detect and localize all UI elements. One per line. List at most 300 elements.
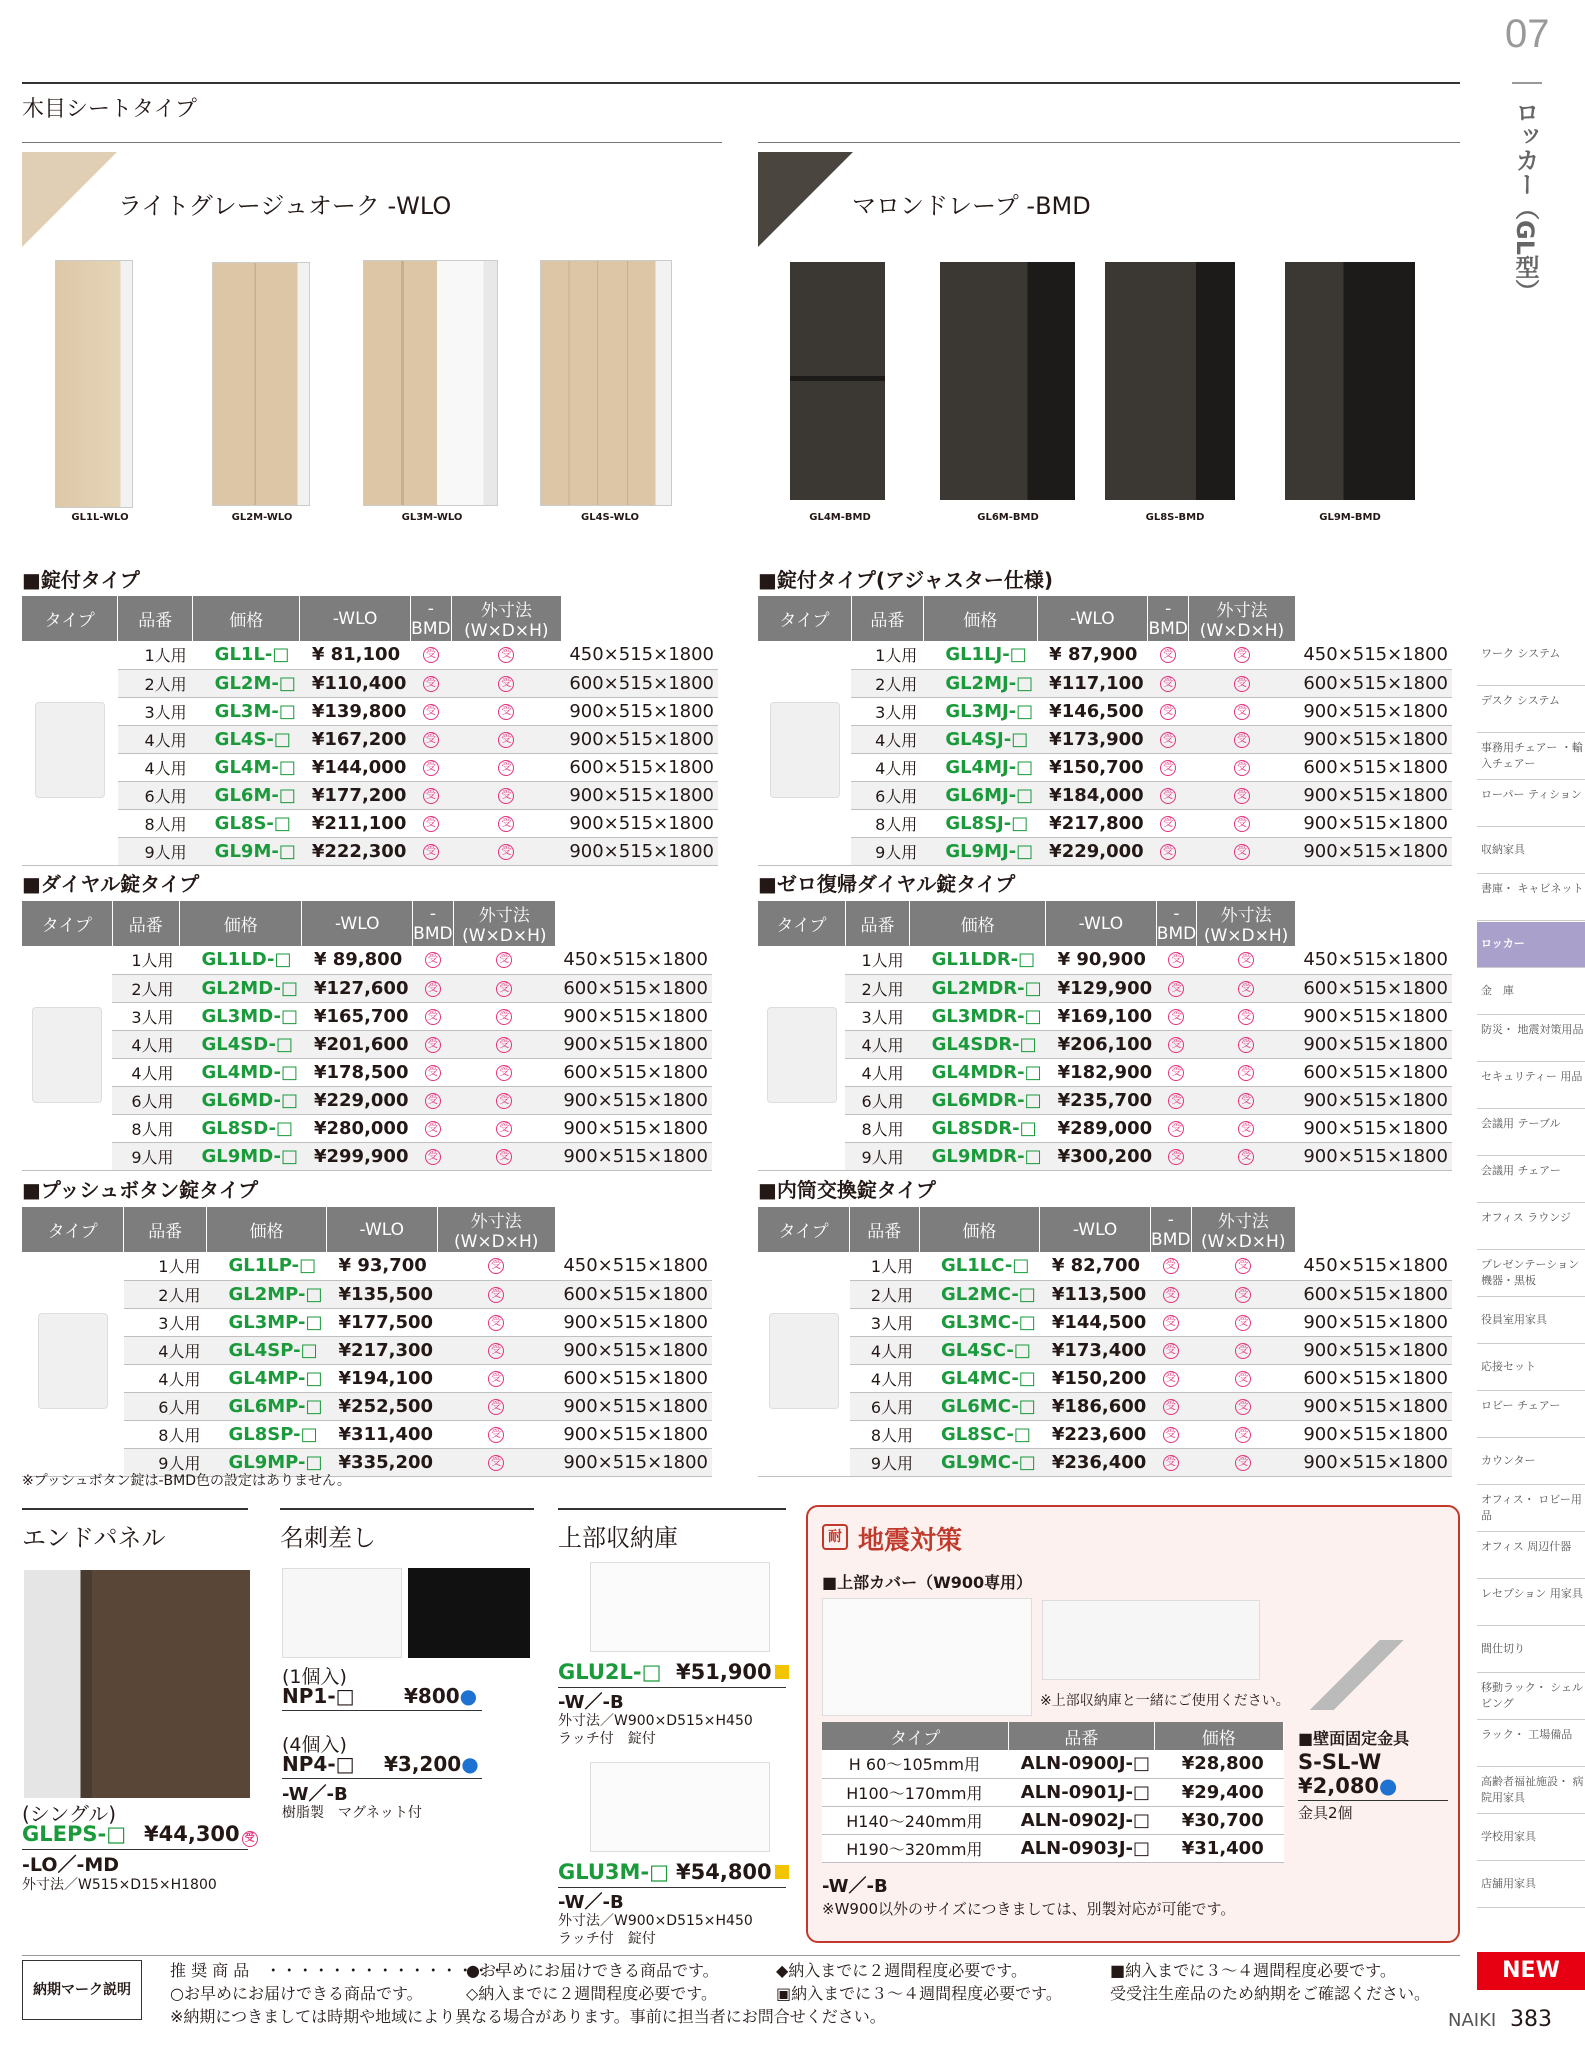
size-cell: 900×515×1800 [1295,781,1452,809]
sidebar-item[interactable] [1477,922,1585,968]
made-to-order-icon: 受 [1168,952,1184,968]
sidebar-item[interactable] [1477,640,1585,686]
made-to-order-icon: 受 [1168,1009,1184,1025]
sidebar-item[interactable] [1477,1157,1585,1203]
price-cell: ¥335,200 [327,1448,438,1476]
legend-line-2a: ○お早めにお届けできる商品です。 [170,1984,423,2003]
locker-gl1l [55,260,133,508]
wlo-mark-cell [1150,1448,1191,1476]
table-row [758,1086,1452,1114]
bmd-mark-cell [1189,781,1296,809]
made-to-order-icon: 受 [423,816,439,832]
product-code-cell: GL6MP-□ [206,1392,326,1420]
bmd-mark-cell [1191,1392,1295,1420]
table-row [22,1114,712,1142]
legend-line-1d: ■納入までに３～４週間程度必要です。 [1110,1961,1396,1980]
made-to-order-icon: 受 [1234,816,1250,832]
bmd-mark-cell [451,669,561,697]
bmd-mark-cell [453,1142,555,1170]
table-row [22,753,718,781]
made-to-order-icon: 受 [1168,1065,1184,1081]
model-label: GL3M-WLO [401,512,463,523]
chapter-number: 07 [1505,12,1550,56]
price-cell: ¥235,700 [1046,1086,1157,1114]
size-cell: 900×515×1800 [1295,1420,1452,1448]
table-row [758,1336,1452,1364]
table-row [22,1030,712,1058]
type-cell: 1人用 [124,1252,207,1280]
bmd-mark-cell [1189,641,1296,669]
type-cell: 4人用 [124,1364,207,1392]
made-to-order-icon: 受 [1160,816,1176,832]
table-title-key-lock-adjuster: ■錠付タイプ(アジャスター仕様) [758,568,1053,592]
table-header: 外寸法 (W×D×H) [453,901,555,946]
lock-image [758,946,845,1170]
table-header: タイプ [758,1207,850,1252]
product-code-cell: GL3MC-□ [919,1308,1040,1336]
price-cell: ¥186,600 [1040,1392,1151,1420]
product-code-cell: GL3MD-□ [180,1002,302,1030]
type-cell: 8人用 [850,1420,919,1448]
table-row [22,1280,712,1308]
type-cell: 8人用 [845,1114,909,1142]
cover-image-2 [1042,1600,1260,1680]
price-cell: ¥165,700 [302,1002,413,1030]
price-cell: ¥201,600 [302,1030,413,1058]
sidebar-item[interactable] [1477,687,1585,733]
product-code-cell: GL2M-□ [193,669,300,697]
sidebar-item-label: 会議用 チェアー [1481,1164,1561,1177]
made-to-order-icon: 受 [1235,1287,1251,1303]
upper-storage-3door-image [590,1762,770,1852]
price-cell: ¥217,800 [1037,809,1148,837]
card-holder-black-image [408,1568,530,1658]
wlo-mark-cell [1148,725,1189,753]
sidebar-item[interactable] [1477,875,1585,921]
upper-storage-title: 上部収納庫 [558,1524,678,1552]
table-row [22,974,712,1002]
price-cell: ¥177,200 [300,781,411,809]
end-panel-size: 外寸法／W515×D15×H1800 [22,1877,217,1893]
table-row [758,946,1452,974]
size-cell: 600×515×1800 [555,1058,712,1086]
sidebar-item[interactable] [1477,1815,1585,1861]
wlo-mark-cell [1156,946,1197,974]
made-to-order-icon: 受 [425,981,441,997]
wlo-swatch [22,152,117,247]
end-panel-code: GLEPS-□ [22,1822,127,1846]
sidebar-item[interactable] [1477,1204,1585,1250]
table-row [758,1252,1452,1280]
size-cell: 900×515×1800 [1295,809,1452,837]
table-header: -WLO [300,596,411,641]
wlo-mark-cell [1148,697,1189,725]
size-cell: 450×515×1800 [561,641,718,669]
made-to-order-icon: 受 [1163,1427,1179,1443]
type-cell: 1人用 [112,946,180,974]
legend-line-2c: ▣納入までに３～４週間程度必要です。 [776,1984,1062,2003]
made-to-order-icon: 受 [1163,1399,1179,1415]
bmd-mark-cell [453,1030,555,1058]
product-code-cell: GL2MDR-□ [910,974,1046,1002]
made-to-order-icon: 受 [1160,844,1176,860]
product-code-cell: GL4MC-□ [919,1364,1040,1392]
type-cell: 9人用 [850,1448,919,1476]
price-cell: ¥167,200 [300,725,411,753]
size-cell: 900×515×1800 [1295,725,1452,753]
sidebar-item-label: カウンター [1481,1454,1536,1467]
table-row [758,1280,1452,1308]
type-cell: 3人用 [845,1002,909,1030]
sidebar-item[interactable] [1477,1768,1585,1814]
made-to-order-icon: 受 [1234,788,1250,804]
table-row [758,697,1452,725]
type-cell: 1人用 [850,1252,919,1280]
wlo-mark-cell [437,1448,555,1476]
type-cell: 6人用 [850,1392,919,1420]
made-to-order-icon: 受 [425,1037,441,1053]
sidebar-item[interactable] [1477,734,1585,780]
type-cell: 6人用 [851,781,923,809]
wlo-mark-cell [1148,781,1189,809]
earthquake-title: 地震対策 [858,1526,963,1556]
made-to-order-icon: 受 [1238,1149,1254,1165]
table-header: 品番 [851,596,923,641]
size-cell: 900×515×1800 [555,1086,712,1114]
table-header: -WLO [1046,901,1157,946]
table-row [758,781,1452,809]
locker-gl9m-bmd [1285,262,1415,500]
sidebar-item[interactable] [1477,1063,1585,1109]
upper-storage-u1-code: GLU2L-□ [558,1660,662,1684]
table-row [758,809,1452,837]
bmd-mark-cell [451,837,561,865]
table-row [758,1420,1452,1448]
price-table-key-lock [22,596,718,866]
sidebar-item[interactable] [1477,969,1585,1015]
upper-storage-u1-price [676,1660,789,1684]
type-cell: 1人用 [851,641,923,669]
made-to-order-icon: 受 [488,1343,504,1359]
price-cell: ¥146,500 [1037,697,1148,725]
wlo-mark-cell [437,1336,555,1364]
lock-image [22,1252,124,1476]
type-cell: 4人用 [118,753,193,781]
locker-gl6m-bmd [940,262,1075,500]
product-code-cell: GL2MP-□ [206,1280,326,1308]
type-cell: 9人用 [118,837,193,865]
size-cell: 900×515×1800 [561,781,718,809]
price-cell: ¥31,400 [1154,1834,1284,1862]
made-to-order-icon: 受 [1168,1093,1184,1109]
wlo-mark-cell [1156,974,1197,1002]
wlo-mark-cell [1150,1336,1191,1364]
price-cell: ¥289,000 [1046,1114,1157,1142]
table-header: -WLO [1040,1207,1151,1252]
model-label: GL8S-BMD [1145,512,1205,523]
table-row [22,809,718,837]
legend-line-3: ※納期につきましては時期や地域により異なる場合があります。事前に担当者にお問合せください。 [170,2007,886,2026]
bmd-mark-cell [1189,669,1296,697]
price-cell: ¥129,900 [1046,974,1157,1002]
price-cell: ¥211,100 [300,809,411,837]
wlo-mark-cell [1156,1002,1197,1030]
chapter-dash [1512,82,1542,84]
card-underline-1 [282,1710,482,1711]
bmd-mark-cell [1191,1280,1295,1308]
price-cell: ¥311,400 [327,1420,438,1448]
price-cell: ¥178,500 [302,1058,413,1086]
card-holder-p2-price-value: ¥3,200 [384,1752,462,1776]
made-to-order-icon: 受 [488,1371,504,1387]
size-cell: 900×515×1800 [555,1142,712,1170]
product-code-cell: GL3M-□ [193,697,300,725]
model-label: GL9M-BMD [1319,512,1381,523]
product-code-cell: ALN-0900J-□ [1009,1750,1154,1778]
wlo-mark-cell [410,809,451,837]
type-cell: H140～240mm用 [822,1806,1009,1834]
made-to-order-icon: 受 [1160,732,1176,748]
wlo-mark-cell [1148,809,1189,837]
sidebar-item-label: ローパー ティション [1481,788,1582,801]
sidebar-item[interactable] [1477,1580,1585,1626]
locker-gl4s [540,260,672,506]
sidebar-item[interactable] [1477,781,1585,827]
type-cell: 6人用 [112,1086,180,1114]
size-cell: 450×515×1800 [555,1252,712,1280]
size-cell: 900×515×1800 [1295,1002,1452,1030]
table-row [758,753,1452,781]
size-cell: 600×515×1800 [1295,1280,1452,1308]
size-cell: 600×515×1800 [555,974,712,1002]
type-cell: 9人用 [112,1142,180,1170]
made-to-order-icon: 受 [496,1149,512,1165]
price-cell: ¥222,300 [300,837,411,865]
wlo-mark-cell [412,1002,453,1030]
table-row [758,974,1452,1002]
made-to-order-icon: 受 [423,732,439,748]
wlo-mark-cell [410,781,451,809]
sidebar-item-label: 書庫・ キャビネット [1481,882,1584,895]
sidebar-item-label: オフィス ラウンジ [1481,1211,1572,1224]
table-row [758,1448,1452,1476]
bmd-mark-cell [451,725,561,753]
table-row [22,1364,712,1392]
price-cell: ¥150,200 [1040,1364,1151,1392]
size-cell: 900×515×1800 [1295,1086,1452,1114]
wlo-mark-cell [412,1058,453,1086]
price-cell: ¥ 89,800 [302,946,413,974]
table-row [758,1392,1452,1420]
table-title-key-lock: ■錠付タイプ [22,568,140,592]
made-to-order-icon: 受 [423,788,439,804]
recommended-dot-icon: ● [461,1752,479,1776]
locker-gl8s-bmd [1105,262,1235,500]
type-cell: 9人用 [124,1448,207,1476]
finish-rule-left [22,142,722,143]
type-cell: 4人用 [845,1058,909,1086]
table-header: 品番 [112,901,180,946]
price-cell: ¥206,100 [1046,1030,1157,1058]
wlo-mark-cell [1150,1252,1191,1280]
table-header: タイプ [758,596,851,641]
push-button-note: ※プッシュボタン錠は-BMD色の設定はありません。 [22,1473,351,1489]
bmd-mark-cell [1191,1448,1295,1476]
sidebar-item-label: 金 庫 [1481,984,1514,997]
push-button-lock-icon [38,1313,108,1409]
upper-storage-u2-suffix: -W／-B [558,1892,624,1913]
type-cell: 4人用 [112,1058,180,1086]
wlo-mark-cell [410,641,451,669]
finish-name-wlo: ライトグレージュオーク -WLO [118,192,452,220]
sidebar-item-label: ラック・ 工場備品 [1481,1728,1573,1741]
type-cell: H 60～105mm用 [822,1750,1009,1778]
sidebar-item[interactable] [1477,1674,1585,1720]
product-code-cell: GL6M-□ [193,781,300,809]
end-panel-price-value: ¥44,300 [144,1822,240,1846]
sidebar-item[interactable] [1477,1298,1585,1344]
product-code-cell: GL4MP-□ [206,1364,326,1392]
made-to-order-icon: 受 [425,1093,441,1109]
made-to-order-icon: 受 [498,760,514,776]
table-row [22,1308,712,1336]
sidebar-item[interactable] [1477,1251,1585,1297]
locker-gl2m [212,262,310,506]
wlo-mark-cell [1150,1280,1191,1308]
product-code-cell: GL1LD-□ [180,946,302,974]
price-cell: ¥144,000 [300,753,411,781]
bmd-mark-cell [1191,1336,1295,1364]
size-cell: 900×515×1800 [1295,697,1452,725]
wlo-mark-cell [1148,837,1189,865]
table-header: 外寸法 (W×D×H) [1189,596,1296,641]
wall-bracket-note: 金具2個 [1298,1804,1353,1822]
wlo-mark-cell [1148,669,1189,697]
size-cell: 900×515×1800 [561,809,718,837]
price-cell: ¥ 93,700 [327,1252,438,1280]
made-to-order-icon: 受 [423,676,439,692]
made-to-order-icon: 受 [1234,676,1250,692]
end-panel-sub: (シングル) [22,1802,117,1826]
price-cell: ¥127,600 [302,974,413,1002]
table-row [758,1308,1452,1336]
legend-line-2b: ◇納入までに２週間程度必要です。 [466,1984,718,2003]
table-header: 品番 [124,1207,207,1252]
wlo-mark-cell [437,1364,555,1392]
product-code-cell: GL6MD-□ [180,1086,302,1114]
wlo-mark-cell [412,1142,453,1170]
sidebar-item[interactable] [1477,1862,1585,1908]
wlo-mark-cell [1156,1114,1197,1142]
product-code-cell: GL1L-□ [193,641,300,669]
table-row [22,1086,712,1114]
made-to-order-icon: 受 [1235,1371,1251,1387]
type-cell: 8人用 [124,1420,207,1448]
made-to-order-icon: 受 [1234,760,1250,776]
type-cell: H100～170mm用 [822,1778,1009,1806]
made-to-order-icon: 受 [496,1121,512,1137]
product-code-cell: GL2MD-□ [180,974,302,1002]
product-code-cell: GL6MJ-□ [923,781,1037,809]
made-to-order-icon: 受 [1168,981,1184,997]
sidebar-item-label: プレゼンテーション 機器・黒板 [1481,1258,1580,1287]
product-code-cell: GL2MC-□ [919,1280,1040,1308]
made-to-order-icon: 受 [1238,952,1254,968]
sidebar-item[interactable] [1477,1016,1585,1062]
sidebar-item-label: 間仕切り [1481,1642,1525,1655]
made-to-order-icon: 受 [425,1121,441,1137]
bmd-mark-cell [453,974,555,1002]
table-title-push-button-lock: ■プッシュボタン錠タイプ [22,1178,259,1202]
sidebar-item[interactable] [1477,1345,1585,1391]
sidebar-item[interactable] [1477,828,1585,874]
size-cell: 900×515×1800 [1295,1448,1452,1476]
upper-storage-u2-price-value: ¥54,800 [676,1860,772,1884]
size-cell: 900×515×1800 [1295,1336,1452,1364]
bmd-mark-cell [451,753,561,781]
product-code-cell: GL4MDR-□ [910,1058,1046,1086]
size-cell: 900×515×1800 [1295,1114,1452,1142]
table-row [758,641,1452,669]
bmd-mark-cell [1191,1308,1295,1336]
sidebar-item[interactable] [1477,1439,1585,1485]
table-header: 外寸法 (W×D×H) [1191,1207,1295,1252]
sidebar-item[interactable] [1477,1533,1585,1579]
size-cell: 900×515×1800 [555,1420,712,1448]
type-cell: 4人用 [850,1336,919,1364]
price-cell: ¥229,000 [1037,837,1148,865]
sidebar-item[interactable] [1477,1721,1585,1767]
price-cell: ¥169,100 [1046,1002,1157,1030]
sidebar-item[interactable] [1477,1110,1585,1156]
wlo-mark-cell [1150,1308,1191,1336]
size-cell: 900×515×1800 [555,1308,712,1336]
wlo-mark-cell [437,1280,555,1308]
type-cell: 2人用 [851,669,923,697]
price-table-dial-lock [22,901,712,1171]
made-to-order-icon: 受 [498,732,514,748]
table-header: -BMD [410,596,451,641]
price-cell: ¥139,800 [300,697,411,725]
size-cell: 900×515×1800 [1295,1030,1452,1058]
product-code-cell: ALN-0903J-□ [1009,1834,1154,1862]
made-to-order-icon: 受 [1238,1065,1254,1081]
sidebar-item[interactable] [1477,1392,1585,1438]
sidebar-item[interactable] [1477,1486,1585,1532]
made-to-order-icon: 受 [1168,1037,1184,1053]
product-code-cell: GL6MDR-□ [910,1086,1046,1114]
sidebar-item-label: ロビー チェアー [1481,1399,1561,1412]
table-row [22,1058,712,1086]
bmd-mark-cell [451,809,561,837]
table-row [22,697,718,725]
key-lock-icon [770,702,840,798]
made-to-order-icon: 受 [1160,704,1176,720]
table-header: 価格 [919,1207,1040,1252]
sidebar-item[interactable] [1477,1627,1585,1673]
product-code-cell: GL4S-□ [193,725,300,753]
wall-bracket-code: S-SL-W [1298,1750,1382,1774]
legend-line-2d: 受受注生産品のため納期をご確認ください。 [1110,1984,1431,2003]
made-to-order-icon: 受 [1235,1455,1251,1471]
bmd-mark-cell [453,1086,555,1114]
wlo-mark-cell [412,1114,453,1142]
recommended-dot-icon: ● [459,1684,478,1708]
size-cell: 900×515×1800 [1295,1392,1452,1420]
sidebar-item-label: ロッカー [1481,937,1525,950]
price-cell: ¥29,400 [1154,1778,1284,1806]
table-header: -WLO [302,901,413,946]
